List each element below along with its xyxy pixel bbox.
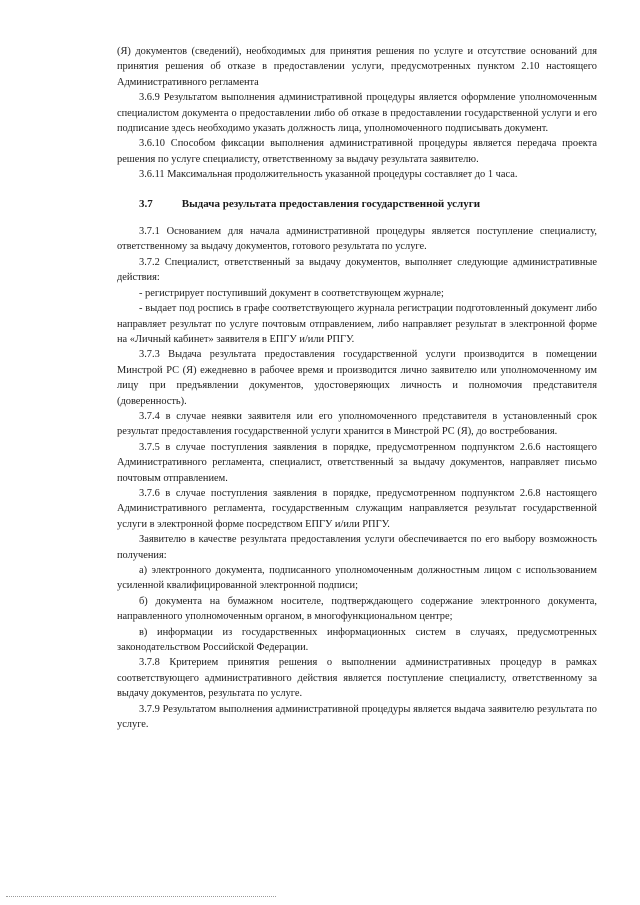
- paragraph-3-7-2: 3.7.2 Специалист, ответственный за выдачу документов, выполняет следующие административные действия:: [117, 256, 597, 284]
- paragraph-3-7-4: 3.7.4 в случае неявки заявителя или его уполномоченного представителя в установленный срок результат предоставления государственной услуги хранится в Минстрой РС (Я), до востребования.: [117, 410, 597, 438]
- document-body: [117, 44, 597, 732]
- list-item-a: а) электронного документа, подписанного уполномоченным должностным лицом с использованием усиленной квалифицированной электронной подписи;: [117, 565, 597, 592]
- paragraph-3-7-3: 3.7.3 Выдача результата предоставления государственной услуги производится в помещении Минстрой РС (Я) ежедневно в рабочее время и производится лично заявителю или уполномоченному им лицу при предъявлении документов, удостоверяющих личность и полномочия представителя (доверенность).: [117, 349, 597, 407]
- paragraph-result-options: Заявителю в качестве результата предоставления услуги обеспечивается по его выбору возможность получения:: [117, 534, 597, 561]
- paragraph-3-7-8: 3.7.8 Критерием принятия решения о выполнении административных процедур в рамках соответствующего административного действия является поступление специалисту, ответственному за выдачу документов, результата по услуге.: [117, 657, 597, 700]
- section-number: 3.7: [139, 197, 153, 210]
- list-item-issue: - выдает под роспись в графе соответствующего журнала регистрации подготовленный документ либо направляет результат по услуге почтовым отправлением, либо направляет результат в электронной форме на «Личный кабинет» заявителя в ЕПГУ и/или РПГУ.: [117, 303, 597, 345]
- paragraph-3-7-6: 3.7.6 в случае поступления заявления в порядке, предусмотренном подпунктом 2.6.8 настоящего Административного регламента, государственным служащим направляется результат государственной услуги в электронной форме посредством ЕПГУ и/или РПГУ.: [117, 487, 597, 530]
- paragraph-3-6-10: 3.6.10 Способом фиксации выполнения административной процедуры является передача проекта решения по услуге специалисту, ответственному за выдачу результата заявителю.: [117, 138, 597, 165]
- list-item-v: в) информации из государственных информационных систем в случаях, предусмотренных законодательством Российской Федерации.: [117, 626, 597, 654]
- section-title: Выдача результата предоставления государственной услуги: [181, 197, 481, 210]
- paragraph-3-7-1: 3.7.1 Основанием для начала административной процедуры является поступление специалисту, ответственному за выдачу документов, готового результата по услуге.: [117, 226, 597, 253]
- paragraph-3-7-9: 3.7.9 Результатом выполнения административной процедуры является выдача заявителю результата по услуге.: [117, 703, 597, 731]
- paragraph-continuation: (Я) документов (сведений), необходимых для принятия решения по услуге и отсутствие оснований для принятия решения об отказе в предоставлении услуги, предусмотренных пунктом 2.10 настоящего Административного регламента: [117, 46, 597, 88]
- paragraph-3-6-11: 3.6.11 Максимальная продолжительность указанной процедуры составляет до 1 часа.: [139, 169, 518, 181]
- list-item-register: - регистрирует поступивший документ в соответствующем журнале;: [139, 287, 444, 299]
- paragraph-3-7-5: 3.7.5 в случае поступления заявления в порядке, предусмотренном подпунктом 2.6.6 настоящего Административного регламента, специалист, ответственный за выдачу документов, направляет письмо почтовым отправлением.: [117, 441, 597, 484]
- footer-divider: [6, 896, 276, 897]
- list-item-b: б) документа на бумажном носителе, подтверждающего содержание электронного документа, направленного уполномоченным органом, в многофункциональном центре;: [117, 595, 597, 623]
- section-heading: [117, 197, 597, 212]
- paragraph-3-6-9: 3.6.9 Результатом выполнения административной процедуры является оформление уполномоченным специалистом документа о предоставлении либо об отказе в предоставлении государственной услуги и его подписание здесь необходимо указать должность лица, уполномоченного подписывать документ.: [117, 92, 597, 135]
